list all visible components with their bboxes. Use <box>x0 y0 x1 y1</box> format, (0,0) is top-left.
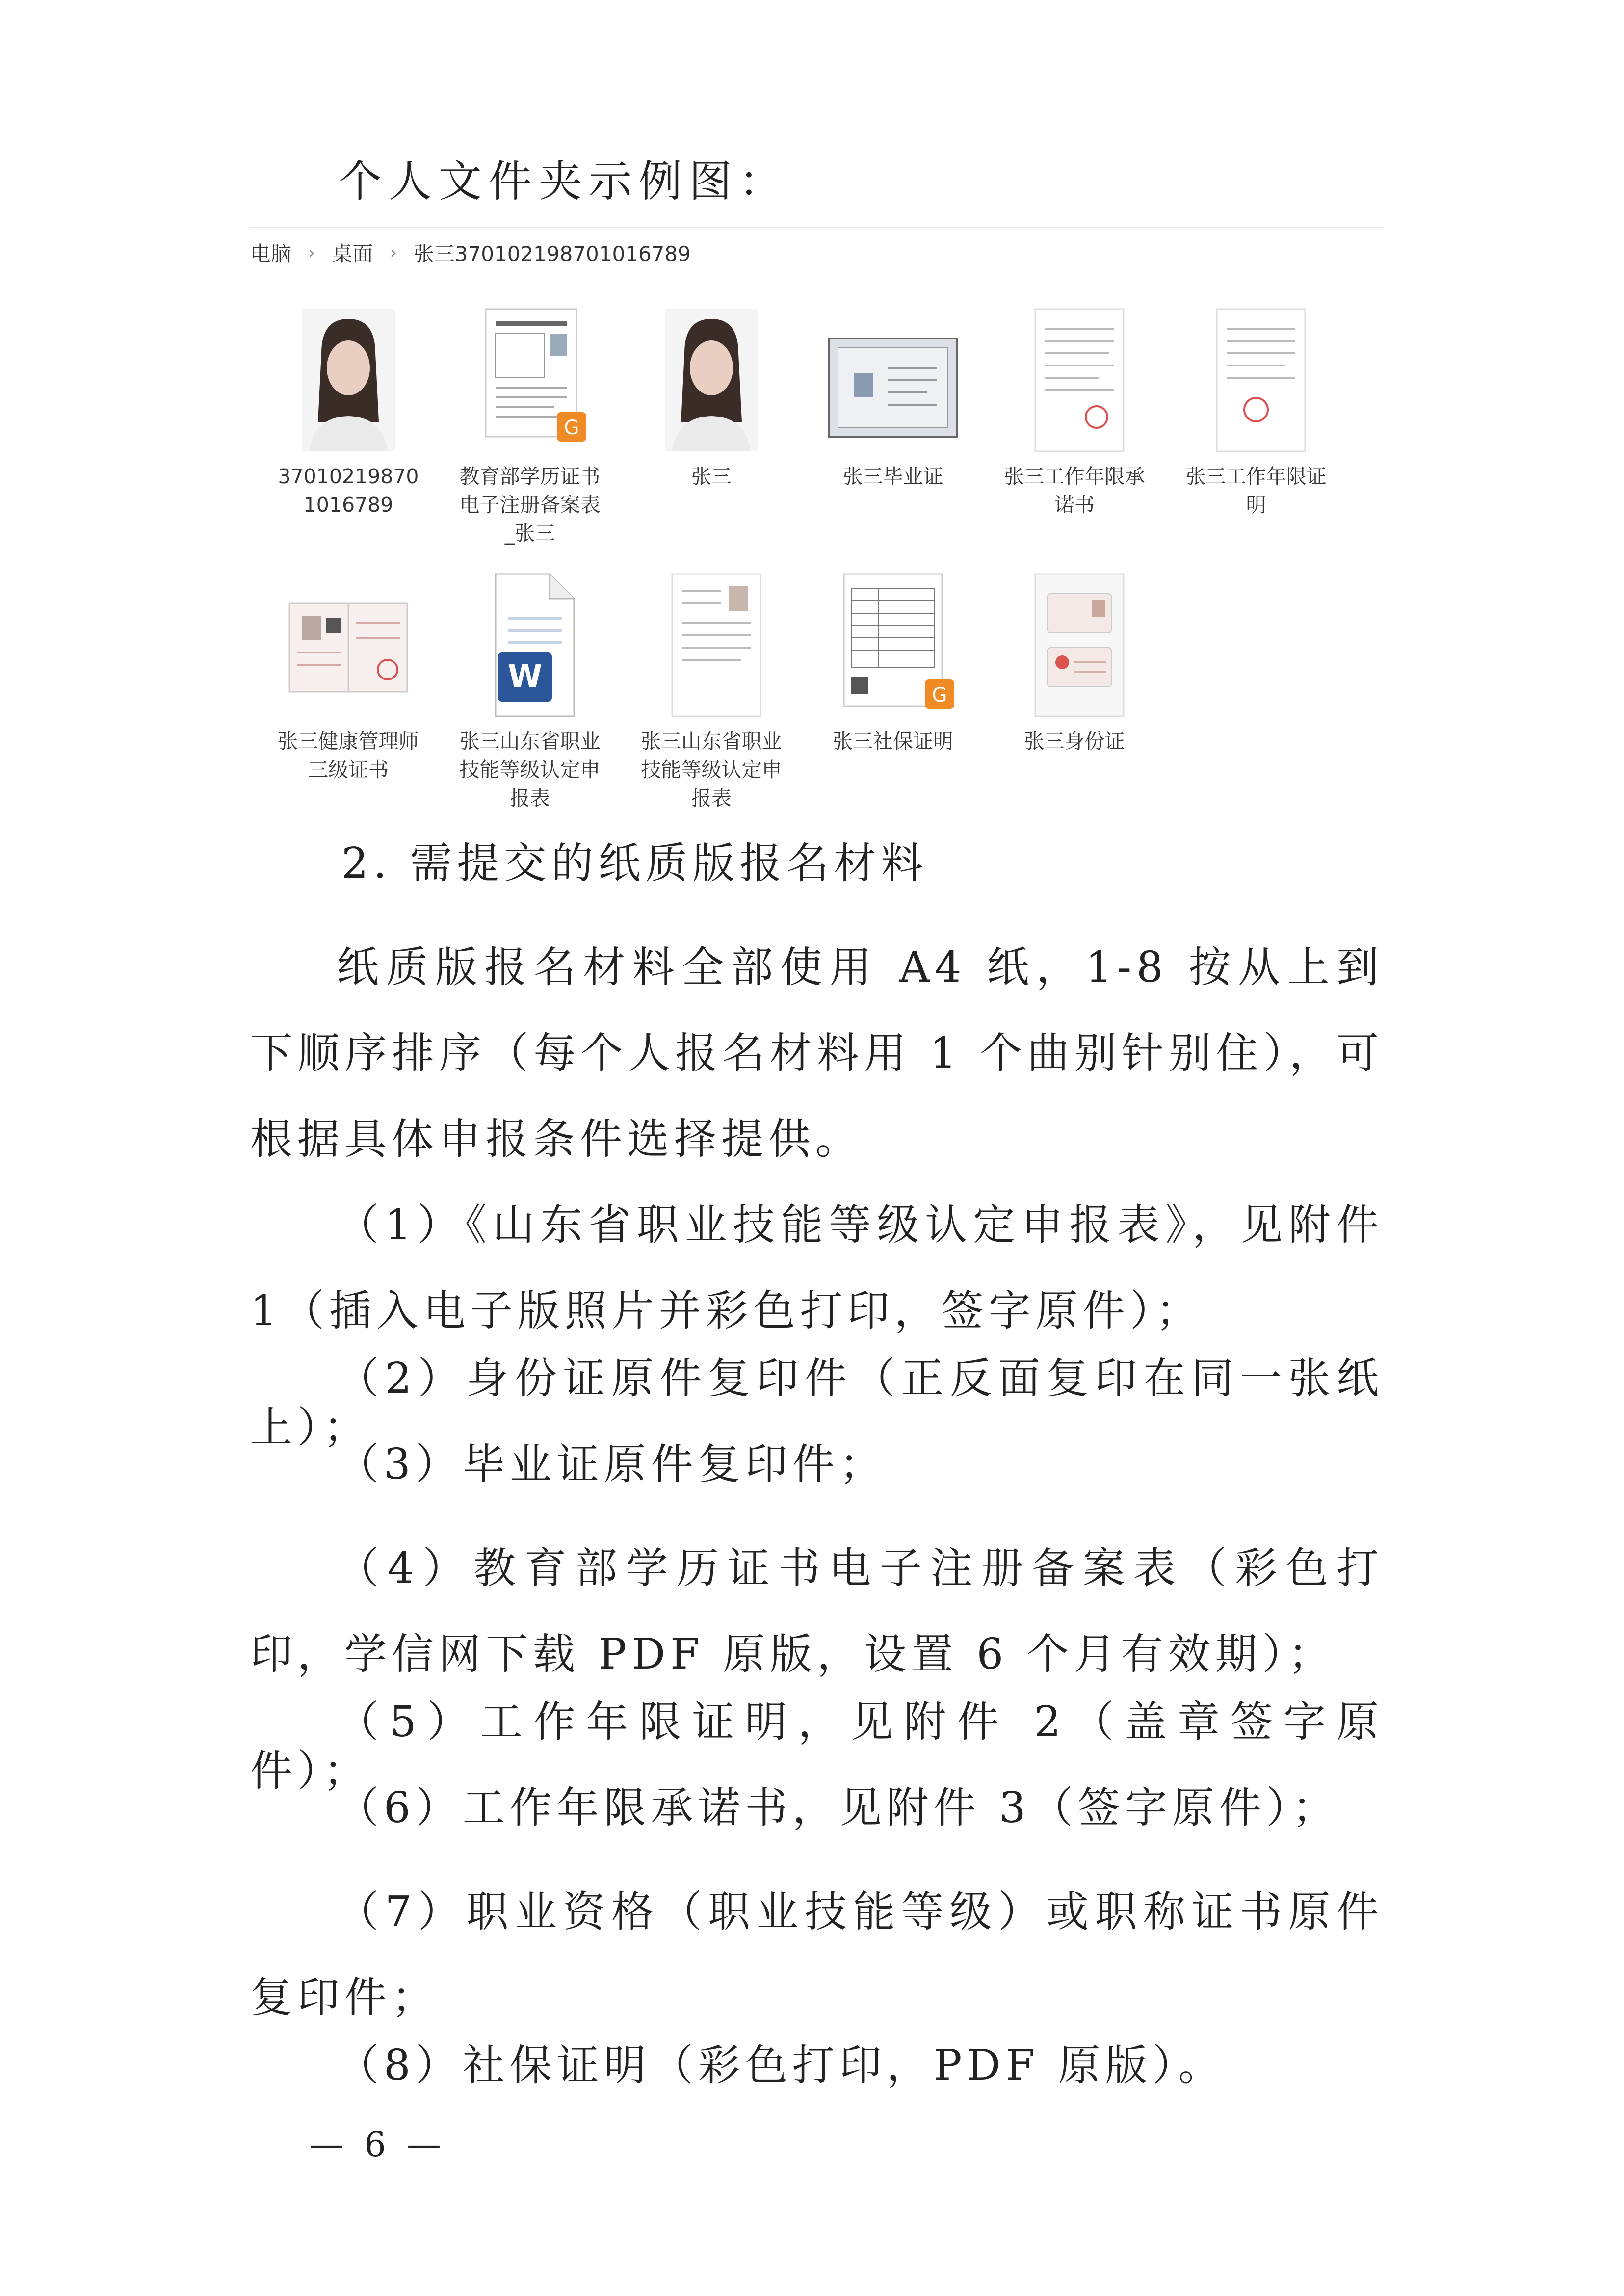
file-item[interactable] <box>275 564 422 784</box>
scanned-document-icon <box>1001 299 1148 456</box>
breadcrumb-item-desktop[interactable]: 桌面 <box>332 242 373 266</box>
file-item[interactable] <box>638 299 785 491</box>
pdf-document-icon <box>819 564 967 721</box>
list-item: （1）《山东省职业技能等级认定申报表》，见附件 1（插入电子版照片并彩色打印，签字原件）； <box>250 1200 1384 1335</box>
file-name: 张三山东省职业技能等级认定申报表 <box>459 730 601 810</box>
word-document-icon <box>456 564 603 721</box>
certificate-image-icon <box>819 299 967 456</box>
list-item: （7）职业资格（职业技能等级）或职称证书原件复印件； <box>250 1887 1384 2022</box>
file-item[interactable] <box>275 299 422 519</box>
chevron-right-icon: › <box>390 242 397 263</box>
list-item: （2）身份证原件复印件（正反面复印在同一张纸上）； <box>250 1354 1384 1452</box>
list-item: （8）社保证明（彩色打印，PDF 原版）。 <box>337 2041 1226 2090</box>
breadcrumb <box>250 227 1384 277</box>
list-item: （5）工作年限证明，见附件 2（盖章签字原件）； <box>250 1697 1384 1796</box>
file-item[interactable] <box>819 299 967 491</box>
file-name: 张三毕业证 <box>842 465 943 488</box>
portrait-photo-icon <box>275 299 422 456</box>
list-item: （4）教育部学历证书电子注册备案表（彩色打印，学信网下载 PDF 原版，设置 6 个月有效期）； <box>250 1544 1384 1679</box>
file-name: 张三工作年限承诺书 <box>1004 465 1145 517</box>
file-name: 张三山东省职业技能等级认定申报表 <box>641 730 782 810</box>
scanned-document-icon <box>638 564 785 721</box>
section-title: 2. 需提交的纸质版报名材料 <box>341 839 928 888</box>
list-item: （3）毕业证原件复印件； <box>337 1440 887 1489</box>
file-name: 张三健康管理师三级证书 <box>278 730 419 782</box>
id-card-image-icon <box>1001 564 1148 721</box>
file-item[interactable] <box>456 564 603 812</box>
portrait-photo-icon <box>638 299 785 456</box>
svg-text:W: W <box>507 658 543 695</box>
breadcrumb-item-folder[interactable]: 张三370102198701016789 <box>413 242 691 266</box>
file-name: 张三社保证明 <box>833 730 953 753</box>
breadcrumb-item-pc[interactable]: 电脑 <box>250 242 292 266</box>
certificate-booklet-icon <box>275 564 422 721</box>
scanned-document-icon <box>1182 299 1330 456</box>
file-item[interactable] <box>1001 564 1148 756</box>
file-item[interactable] <box>1001 299 1148 519</box>
file-item[interactable] <box>1182 299 1330 519</box>
svg-text:G: G <box>564 417 579 439</box>
file-name: 张三工作年限证明 <box>1185 465 1327 517</box>
svg-text:G: G <box>932 684 947 706</box>
file-item[interactable] <box>638 564 785 812</box>
file-item[interactable] <box>456 299 603 548</box>
file-item[interactable] <box>819 564 967 756</box>
intro-paragraph: 纸质版报名材料全部使用 A4 纸，1-8 按从上到下顺序排序（每个人报名材料用 1 个曲别针别住），可根据具体申报条件选择提供。 <box>250 943 1384 1164</box>
file-name: 370102198701016789 <box>278 465 419 517</box>
file-name: 教育部学历证书电子注册备案表_张三 <box>459 465 601 545</box>
file-name: 张三身份证 <box>1024 730 1125 753</box>
list-item: （6）工作年限承诺书，见附件 3（签字原件）； <box>337 1783 1339 1832</box>
page-number: — 6 — <box>309 2124 446 2165</box>
file-name: 张三 <box>691 465 732 488</box>
file-grid <box>275 299 1327 819</box>
pdf-document-icon <box>456 299 603 456</box>
page-heading: 个人文件夹示例图： <box>339 156 789 207</box>
chevron-right-icon: › <box>308 242 315 263</box>
